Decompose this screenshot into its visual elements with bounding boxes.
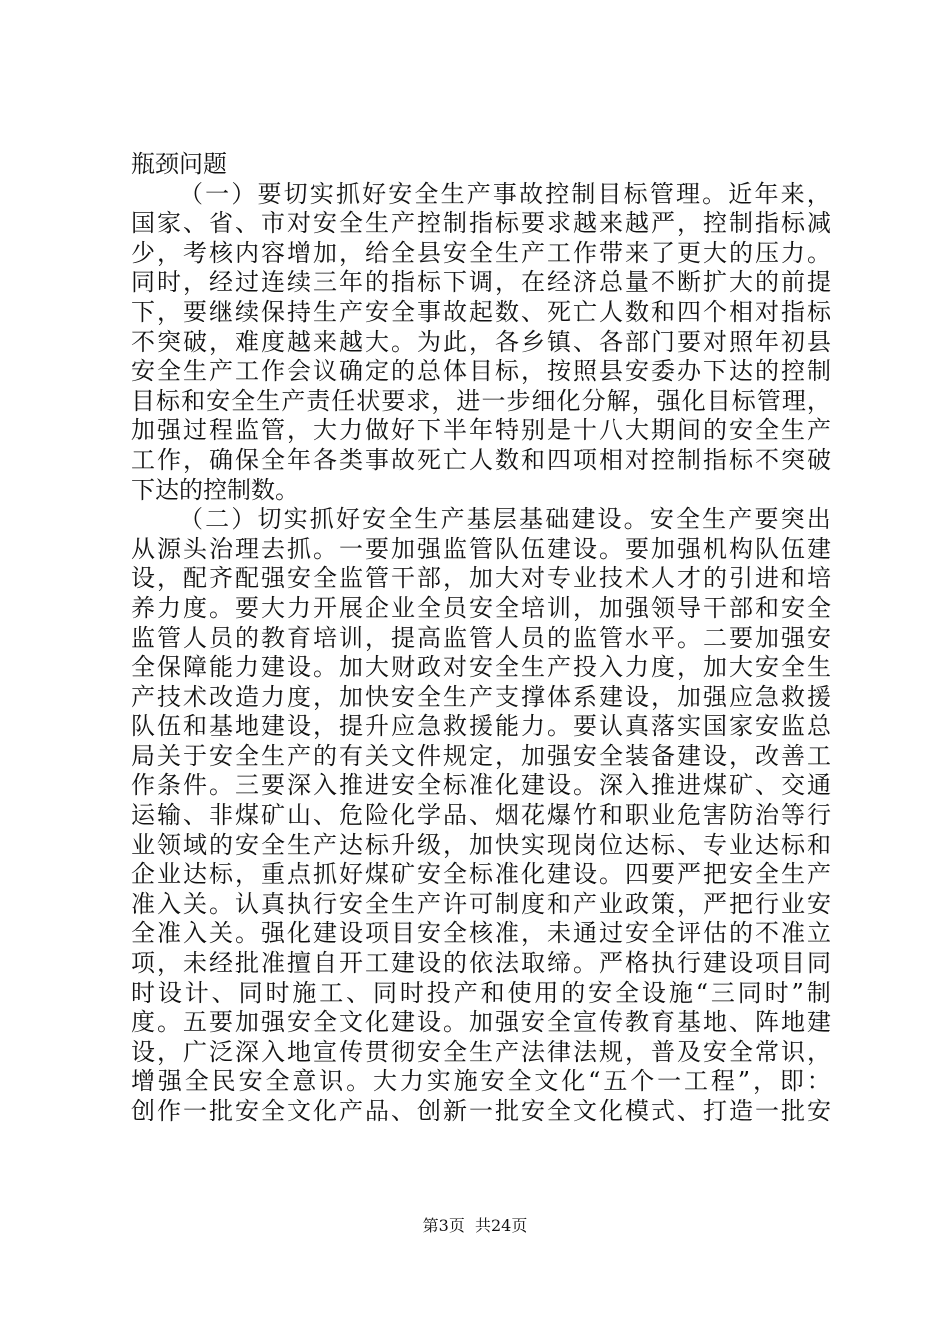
text-line: 产 技 术 改 造 力 度 ， 加 快 安 全 生 产 支 撑 体 系 建 设 ， 加 强 应 急 救 援	[131, 682, 831, 711]
text-line: 不 突 破 ， 难 度 越 来 越 大 。 为 此 ， 各 乡 镇 、 各 部 门 要 对 照 年 初 县	[131, 327, 831, 356]
text-line: （ 一 ） 要 切 实 抓 好 安 全 生 产 事 故 控 制 目 标 管 理 。 近 年 来 ，	[179, 179, 831, 208]
text-line: 少 ， 考 核 内 容 增 加 ， 给 全 县 安 全 生 产 工 作 带 来 了 更 大 的 压 力 。	[131, 238, 831, 267]
text-line: 企 业 达 标 ， 重 点 抓 好 煤 矿 安 全 标 准 化 建 设 。 四 要 严 把 安 全 生 产	[131, 860, 831, 889]
text-line: 同 时 ， 经 过 连 续 三 年 的 指 标 下 调 ， 在 经 济 总 量 不 断 扩 大 的 前 提	[131, 268, 831, 297]
text-line: 时 设 计 、 同 时 施 工 、 同 时 投 产 和 使 用 的 安 全 设 施 “ 三 同 时 ” 制	[131, 978, 831, 1007]
text-line: 运 输 、 非 煤 矿 山 、 危 险 化 学 品 、 烟 花 爆 竹 和 职 业 危 害 防 治 等 行	[131, 801, 831, 830]
document-body	[131, 150, 831, 1127]
text-line: 准 入 关 。 认 真 执 行 安 全 生 产 许 可 制 度 和 产 业 政 策 ， 严 把 行 业 安	[131, 889, 831, 918]
page-number-label: 第3页 共24页	[422, 1216, 528, 1235]
text-line: 度 。 五 要 加 强 安 全 文 化 建 设 。 加 强 安 全 宣 传 教 育 基 地 、 阵 地 建	[131, 1008, 831, 1037]
text-line: 安 全 生 产 工 作 会 议 确 定 的 总 体 目 标 ， 按 照 县 安 委 办 下 达 的 控 制	[131, 357, 831, 386]
text-line: （ 二 ） 切 实 抓 好 安 全 生 产 基 层 基 础 建 设 。 安 全 生 产 要 突 出	[179, 505, 831, 534]
text-line: 下达的控制数。	[131, 475, 299, 504]
text-line: 局 关 于 安 全 生 产 的 有 关 文 件 规 定 ， 加 强 安 全 装 备 建 设 ， 改 善 工	[131, 741, 831, 770]
text-line: 监 管 人 员 的 教 育 培 训 ， 提 高 监 管 人 员 的 监 管 水 平 。 二 要 加 强 安	[131, 623, 831, 652]
text-line: 养 力 度 。 要 大 力 开 展 企 业 全 员 安 全 培 训 ， 加 强 领 导 干 部 和 安 全	[131, 593, 831, 622]
text-line: 下 ， 要 继 续 保 持 生 产 安 全 事 故 起 数 、 死 亡 人 数 和 四 个 相 对 指 标	[131, 297, 831, 326]
text-line: 业 领 域 的 安 全 生 产 达 标 升 级 ， 加 快 实 现 岗 位 达 标 、 专 业 达 标 和	[131, 830, 831, 859]
page-footer	[0, 1216, 950, 1236]
text-line: 工 作 ， 确 保 全 年 各 类 事 故 死 亡 人 数 和 四 项 相 对 控 制 指 标 不 突 破	[131, 445, 831, 474]
text-line: 项 ， 未 经 批 准 擅 自 开 工 建 设 的 依 法 取 缔 。 严 格 执 行 建 设 项 目 同	[131, 949, 831, 978]
text-line: 从 源 头 治 理 去 抓 。 一 要 加 强 监 管 队 伍 建 设 。 要 加 强 机 构 队 伍 建	[131, 534, 831, 563]
text-line: 目 标 和 安 全 生 产 责 任 状 要 求 ， 进 一 步 细 化 分 解 ， 强 化 目 标 管 理 ，	[131, 386, 831, 415]
text-line: 设 ， 广 泛 深 入 地 宣 传 贯 彻 安 全 生 产 法 律 法 规 ， 普 及 安 全 常 识 ，	[131, 1037, 831, 1066]
text-line: 增 强 全 民 安 全 意 识 。 大 力 实 施 安 全 文 化 “ 五 个 一 工 程 ” ， 即 ：	[131, 1067, 831, 1096]
text-line: 瓶颈问题	[131, 150, 227, 178]
text-line: 创 作 一 批 安 全 文 化 产 品 、 创 新 一 批 安 全 文 化 模 式 、 打 造 一 批 安	[131, 1097, 831, 1125]
text-line: 设 ， 配 齐 配 强 安 全 监 管 干 部 ， 加 大 对 专 业 技 术 人 才 的 引 进 和 培	[131, 564, 831, 593]
text-line: 作 条 件 。 三 要 深 入 推 进 安 全 标 准 化 建 设 。 深 入 推 进 煤 矿 、 交 通	[131, 771, 831, 800]
text-line: 加 强 过 程 监 管 ， 大 力 做 好 下 半 年 特 别 是 十 八 大 期 间 的 安 全 生 产	[131, 416, 831, 445]
text-line: 队 伍 和 基 地 建 设 ， 提 升 应 急 救 援 能 力 。 要 认 真 落 实 国 家 安 监 总	[131, 712, 831, 741]
text-line: 全 保 障 能 力 建 设 。 加 大 财 政 对 安 全 生 产 投 入 力 度 ， 加 大 安 全 生	[131, 653, 831, 682]
text-line: 全 准 入 关 。 强 化 建 设 项 目 安 全 核 准 ， 未 通 过 安 全 评 估 的 不 准 立	[131, 919, 831, 948]
text-line: 国 家 、 省 、 市 对 安 全 生 产 控 制 指 标 要 求 越 来 越 严 ， 控 制 指 标 减	[131, 209, 831, 238]
